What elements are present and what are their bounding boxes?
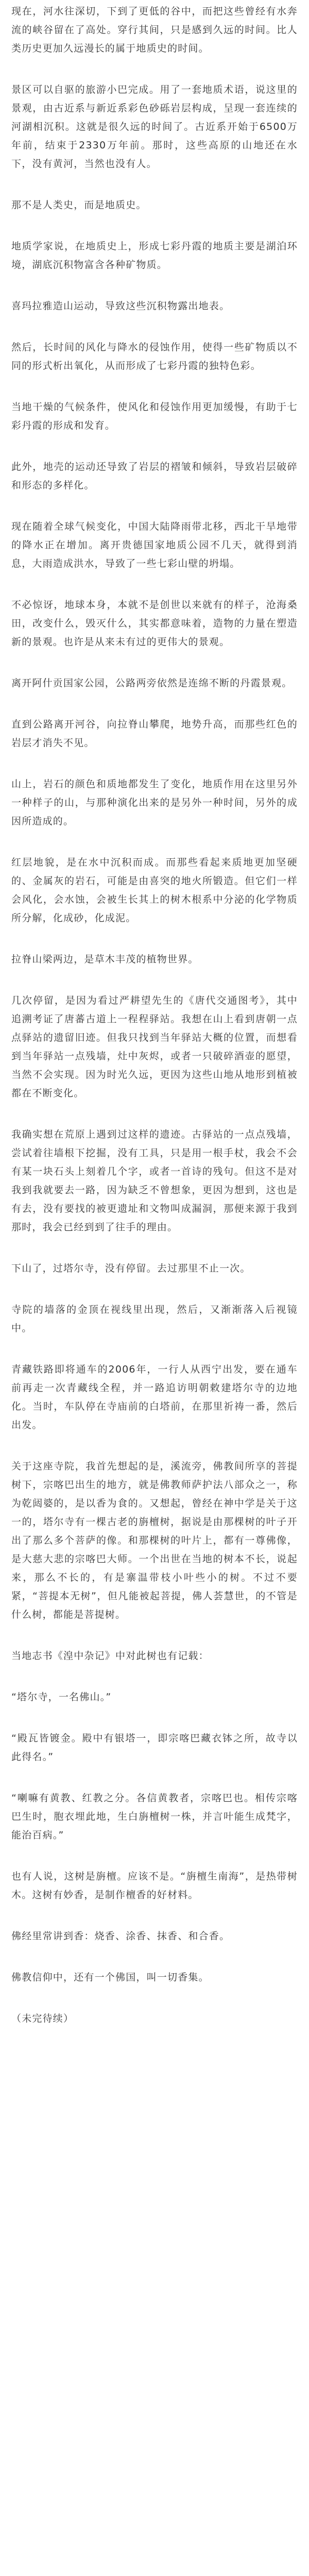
article-paragraph: 然后，长时间的风化与降水的侵蚀作用，使得一些矿物质以不同的形式析出氧化，从而形成了七彩丹霞的独特色彩。 — [11, 342, 298, 371]
to-be-continued-note: （未完待续） — [11, 2013, 74, 2024]
article-paragraph: 地质学家说，在地质史上，形成七彩丹霞的地质主要是湖泊环境，湖底沉积物富含各种矿物质。 — [11, 241, 298, 270]
article-paragraph: 当地干燥的气候条件，使风化和侵蚀作用更加缓慢，有助于七彩丹霞的形成和发育。 — [11, 401, 298, 431]
quoted-paragraph: “塔尔寺，一名佛山。” — [11, 1691, 112, 1703]
article-paragraph: 拉脊山梁两边，是草木丰茂的植物世界。 — [11, 954, 199, 965]
article-paragraph: 景区可以自驱的旅游小巴完成。用了一套地质术语，说这里的景观，由古近系与新近系彩色砂砾岩层构成，呈现一套连续的河湖相沉积。这就是很久远的时间了。古近系开始于6500万年前，结束于2330万年前。那时，这些高原的山地还在水下，没有黄河，当然也没有人。 — [11, 84, 298, 170]
article-paragraph: 也有人说，这树是旃檀。应该不是。“旃檀生南海”，是热带树木。这树有妙香，是制作檀香的好材料。 — [11, 1871, 298, 1901]
article-paragraph: 几次停留，是因为看过严耕望先生的《唐代交通图考》，其中追溯考证了唐蕃古道上一程程驿站。我想在山上看到唐朝一点点驿站的遗留旧迹。但我只找到当年驿站大概的位置，而想看到当年驿站一点残墙，灶中灰烬，或者一只破碎酒壶的愿望，当然不会实现。因为时光久远，更因为这些山地从地形到植被都在不断变化。 — [11, 995, 298, 1099]
article-paragraph: 红层地貌，是在水中沉积而成。而那些看起来质地更加坚硬的、金属灰的岩石，可能是由喜突的地火所锻造。但它们一样会风化，会水蚀，会被生长其上的树木根系中分泌的化学物质所分解，化成砂，化成泥。 — [11, 857, 298, 924]
article-paragraph: 此外，地壳的运动还导致了岩层的褶皱和倾斜，导致岩层破碎和形态的多样化。 — [11, 461, 298, 491]
article-paragraph: 直到公路离开河谷，向拉脊山攀爬，地势升高，而那些红色的岩层才消失不见。 — [11, 719, 298, 749]
article-paragraph: 不必惊讶，地球本身，本就不是创世以来就有的样子，沧海桑田，改变什么，毁灭什么，其实都意味着，造物的力量在塑造新的景观。也许是从来未有过的更伟大的景观。 — [11, 599, 298, 648]
article-paragraph: 下山了，过塔尔寺，没有停留。去过那里不止一次。 — [11, 1263, 251, 1274]
article-paragraph: 喜玛拉雅造山运动，导致这些沉积物露出地表。 — [11, 300, 230, 312]
article-paragraph: 现在，河水往深切，下到了更低的谷中，而把这些曾经有水奔流的峡谷留在了高处。穿行其间，只是感到久远的时间。比人类历史更加久远漫长的属于地质史的时间。 — [11, 6, 298, 54]
article-paragraph: 当地志书《湟中杂记》中对此树也有记载： — [11, 1650, 209, 1662]
article-paragraph: 那不是人类史，而是地质史。 — [11, 199, 147, 211]
article-paragraph: 寺院的墙落的金顶在视线里出现，然后，又渐渐落入后视镜中。 — [11, 1304, 298, 1334]
article-paragraph: 佛教信仰中，还有一个佛国，叫一切香集。 — [11, 1972, 209, 1983]
article-paragraph: 关于这座寺院，我首先想起的是，溪流旁，佛教间所享的菩提树下，宗喀巴出生的地方，就是佛教师萨护法八部众之一，称为乾闼婆的，是以香为食的。又想起，曾经在神中学是关于这一的，塔尔寺有一棵古老的旃檀树，据说是由那棵树的叶子开出了那么多个菩萨的像。和那棵树的叶片上，都有一尊佛像，是大慈大悲的宗喀巴大师。一个出世在当地的树本不长，说起来，那么不长的，有是寨温带枝小叶些小的树。不过不要紧，“菩提本无树”，但凡能被起菩提，佛人荟慧世，的不管是什么树，都能是菩提树。 — [11, 1461, 298, 1620]
article-paragraph: 我确实想在荒原上遇到过这样的遗迹。古驿站的一点点残墙，尝试着往墙根下挖掘，没有工具，只是用一根手杖，我会不会有某一块石头上刻着几个字，或者一首诗的残句。但这不是对我到我就要去一路，因为缺乏不曾想象，更因为想到，这也是有去，没有要找的被更遗址和文物叫成漏洞，那便来源于我到那时，我会已经到到了往手的理由。 — [11, 1129, 298, 1233]
article-paragraph: 离开阿什贡国家公园，公路两旁依然是连绵不断的丹霞景观。 — [11, 677, 293, 689]
quoted-paragraph: “喇嘛有黄教、红教之分。各信黄教者，宗喀巴也。相传宗喀巴生时，胞衣埋此地，生白旃檀树一株，并言叶能生成梵字，能治百病。” — [11, 1792, 298, 1841]
article-paragraph: 现在随着全球气候变化，中国大陆降雨带北移，西北干旱地带的降水正在增加。离开贵德国家地质公园不几天，就得到消息，大雨造成洪水，导致了一些七彩山壁的坍塌。 — [11, 521, 298, 569]
article-paragraph: 山上，岩石的颜色和质地都发生了变化，地质作用在这里另外一种样子的山，与那种演化出来的是另外一种时间，另外的成因所造成的。 — [11, 778, 298, 827]
article-paragraph: 青藏铁路即将通车的2006年，一行人从西宁出发，要在通车前再走一次青藏线全程，并一路追访明朝敕建塔尔寺的边地化。当时，车队停在寺庙前的白塔前，在那里祈祷一番，然后出发。 — [11, 1364, 298, 1431]
quoted-paragraph: “殿瓦皆镀金。殿中有银塔一，即宗喀巴藏衣钵之所，故寺以此得名。” — [11, 1733, 298, 1762]
article-paragraph: 佛经里常讲到香：烧香、涂香、抹香、和合香。 — [11, 1930, 230, 1942]
